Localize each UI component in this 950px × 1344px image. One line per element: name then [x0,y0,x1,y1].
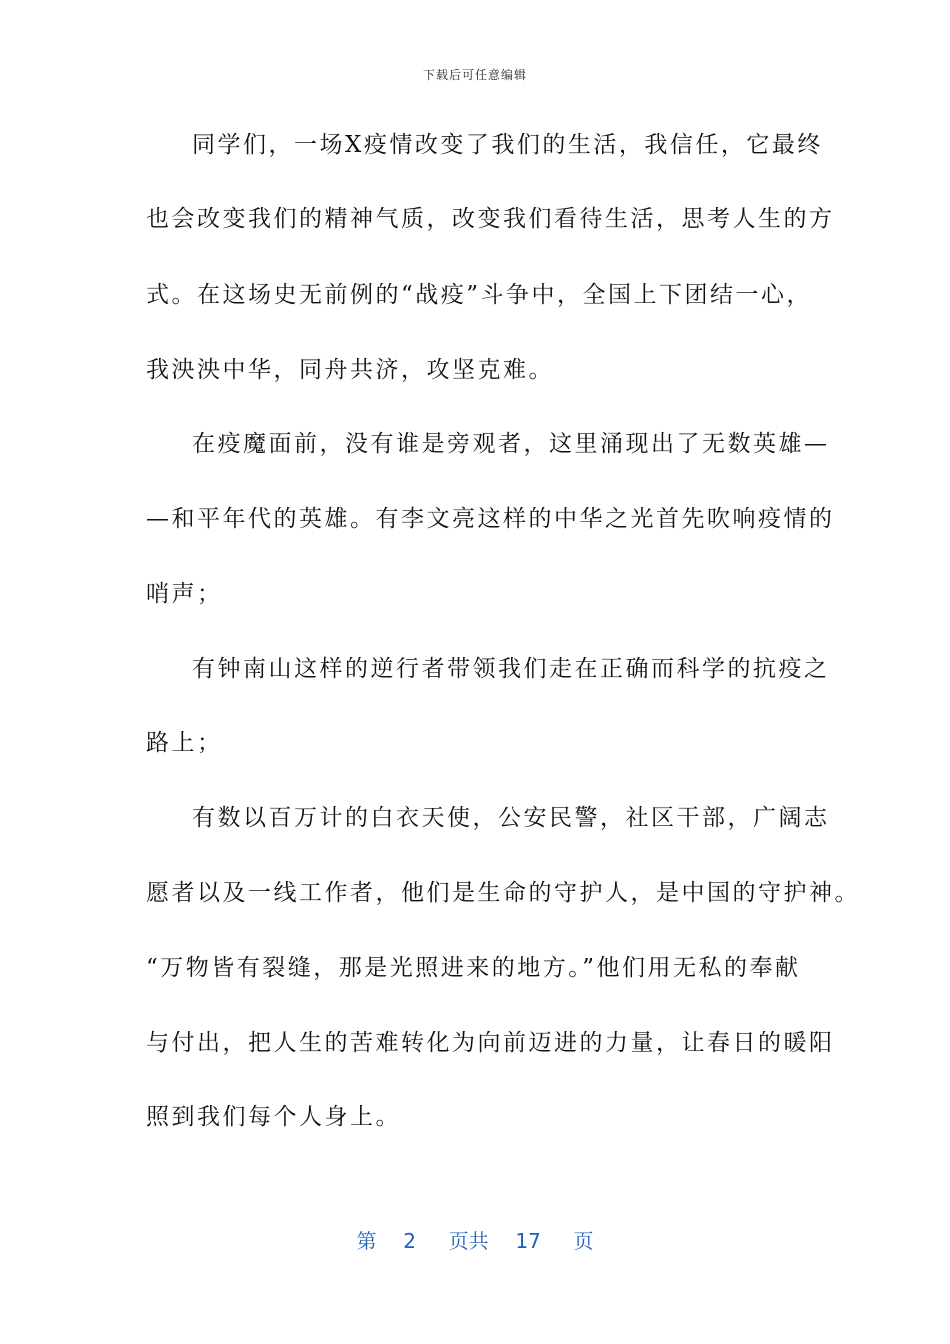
paragraph-line: 有数以百万计的白衣天使，公安民警，社区干部，广阔志 [192,805,830,831]
paragraph-line: 路上； [146,730,223,756]
paragraph-line: —和平年代的英雄。有李文亮这样的中华之光首先吹响疫情的 [146,506,835,532]
page-label: 第 [356,1229,377,1253]
paragraph-line: 也会改变我们的精神气质，改变我们看待生活，思考人生的方 [146,206,835,232]
page-header: 下载后可任意编辑 [422,68,527,82]
page-mid-label: 页共 [448,1229,489,1253]
page-number: 2 [403,1229,416,1253]
page-footer [0,1225,950,1254]
paragraph-line: 在疫魔面前，没有谁是旁观者，这里涌现出了无数英雄— [192,431,830,457]
paragraph-line: 哨声； [146,581,223,607]
paragraph-line: 我泱泱中华，同舟共济，攻坚克难。 [146,357,554,383]
paragraph-line: “万物皆有裂缝，那是光照进来的地方。”他们用无私的奉献 [146,955,801,981]
total-pages: 17 [515,1229,541,1253]
paragraph-line: 与付出，把人生的苦难转化为向前迈进的力量，让春日的暖阳 [146,1030,835,1056]
paragraph-line: 同学们，一场X疫情改变了我们的生活，我信任，它最终 [192,132,823,158]
page-suffix: 页 [573,1229,594,1253]
paragraph-line: 式。在这场史无前例的“战疫”斗争中，全国上下团结一心， [146,282,813,308]
paragraph-line: 愿者以及一线工作者，他们是生命的守护人，是中国的守护神。 [146,880,860,906]
paragraph-line: 有钟南山这样的逆行者带领我们走在正确而科学的抗疫之 [192,656,830,682]
paragraph-line: 照到我们每个人身上。 [146,1104,401,1130]
